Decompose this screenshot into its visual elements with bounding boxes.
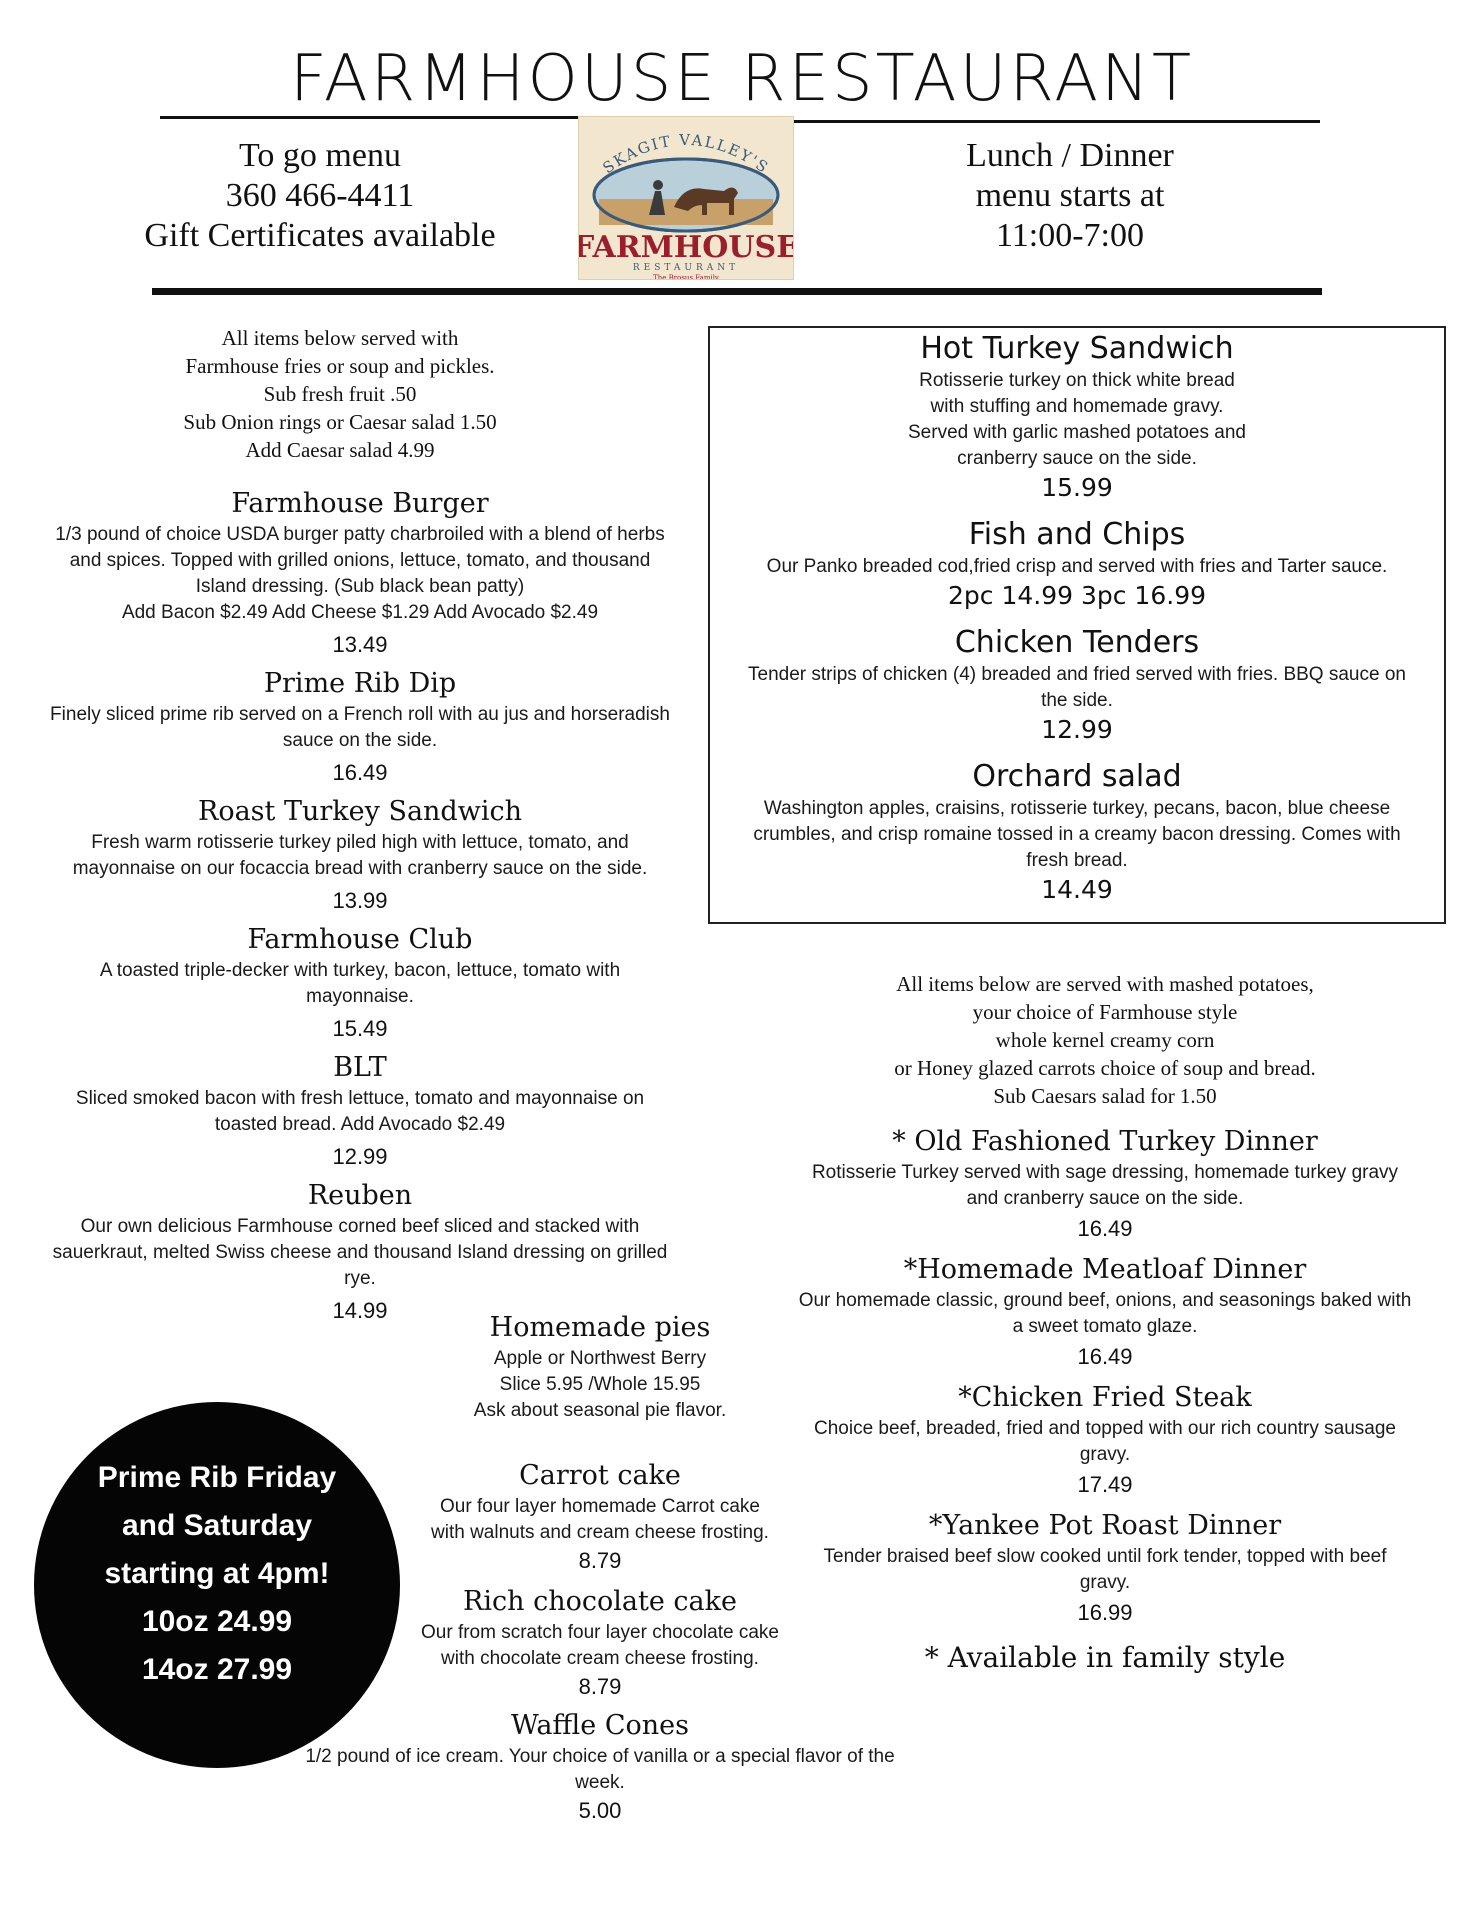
item-title: *Yankee Pot Roast Dinner xyxy=(928,1510,1282,1541)
item-title: Orchard salad xyxy=(972,759,1182,794)
promo-line: 14oz 27.99 xyxy=(141,1653,293,1686)
menu-item-farmhouse-club xyxy=(20,922,700,1044)
item-price: 16.49 xyxy=(1077,1216,1133,1241)
item-title: *Chicken Fried Steak xyxy=(958,1382,1252,1413)
left-intro-line: Sub Onion rings or Caesar salad 1.50 xyxy=(183,410,497,434)
item-desc: Served with garlic mashed potatoes and xyxy=(908,422,1246,443)
item-price: 17.49 xyxy=(1077,1472,1133,1497)
item-desc: sauerkraut, melted Swiss cheese and thousand Island dressing on grilled xyxy=(52,1242,668,1263)
logo-family: The Brosus Family xyxy=(653,274,719,279)
item-desc: crumbles, and crisp romaine tossed in a creamy bacon dressing. Comes with xyxy=(753,824,1401,845)
dessert-pies xyxy=(440,1310,760,1424)
item-price: 15.99 xyxy=(1041,473,1113,502)
item-desc: gravy. xyxy=(1079,1444,1131,1465)
item-price: 12.99 xyxy=(1041,715,1113,744)
item-price: 14.49 xyxy=(1041,875,1113,904)
menu-item-orchard-salad xyxy=(710,758,1444,906)
logo-sub: RESTAURANT xyxy=(632,263,740,273)
dessert-chocolate-cake xyxy=(380,1584,820,1702)
promo-line: and Saturday xyxy=(121,1509,313,1542)
dinner-intro-line: All items below are served with mashed potatoes, xyxy=(896,972,1314,996)
item-desc: Our homemade classic, ground beef, onions, and seasonings baked with xyxy=(798,1290,1412,1311)
item-desc: Add Bacon $2.49 Add Cheese $1.29 Add Avocado $2.49 xyxy=(121,602,599,623)
horse-and-farmer-icon xyxy=(579,117,793,279)
menu-item-roast-turkey-sandwich xyxy=(20,794,700,916)
item-desc: A toasted triple-decker with turkey, bacon, lettuce, tomato with xyxy=(99,960,621,981)
item-desc: Island dressing. (Sub black bean patty) xyxy=(195,576,525,597)
item-desc: Tender strips of chicken (4) breaded and fried served with fries. BBQ sauce on xyxy=(748,664,1406,685)
header-rule-left xyxy=(160,116,580,119)
dinner-intro-line: Sub Caesars salad for 1.50 xyxy=(993,1084,1217,1108)
menu-item-prime-rib-dip xyxy=(20,666,700,788)
item-title: Chicken Tenders xyxy=(954,625,1200,660)
header-divider xyxy=(152,288,1322,295)
prime-rib-promo xyxy=(34,1402,400,1768)
item-desc: a sweet tomato glaze. xyxy=(1012,1316,1198,1337)
item-desc: Ask about seasonal pie flavor. xyxy=(473,1400,727,1421)
item-price: 2pc 14.99 3pc 16.99 xyxy=(947,581,1207,610)
item-desc: gravy. xyxy=(1079,1572,1131,1593)
item-desc: week. xyxy=(575,1772,625,1793)
left-intro-line: All items below served with xyxy=(221,326,459,350)
to-go-label: To go menu xyxy=(239,137,401,174)
menu-item-chicken-fried-steak xyxy=(760,1380,1450,1500)
menu-item-fish-and-chips xyxy=(710,516,1444,612)
menu-item-hot-turkey-sandwich xyxy=(710,330,1444,504)
item-price: 16.49 xyxy=(1077,1344,1133,1369)
item-title: Reuben xyxy=(307,1180,413,1211)
item-price: 12.99 xyxy=(332,1144,388,1169)
item-desc: Sliced smoked bacon with fresh lettuce, tomato and mayonnaise on xyxy=(75,1088,645,1109)
item-desc: with walnuts and cream cheese frosting. xyxy=(431,1522,769,1543)
item-desc: Slice 5.95 /Whole 15.95 xyxy=(499,1374,701,1395)
restaurant-title: FARMHOUSE RESTAURANT xyxy=(289,42,1195,116)
item-desc: mayonnaise on our focaccia bread with cranberry sauce on the side. xyxy=(72,858,648,879)
dinner-menu-items xyxy=(760,1124,1450,1676)
item-price: 16.49 xyxy=(332,760,388,785)
item-desc: Our four layer homemade Carrot cake xyxy=(440,1496,760,1517)
item-price: 13.99 xyxy=(332,888,388,913)
left-intro-line: Farmhouse fries or soup and pickles. xyxy=(185,354,495,378)
promo-line: 10oz 24.99 xyxy=(141,1605,293,1638)
hours-label: Lunch / Dinner xyxy=(966,137,1174,174)
to-go-info xyxy=(120,136,520,256)
item-desc: sauce on the side. xyxy=(282,730,438,751)
menu-item-old-fashioned-turkey-dinner xyxy=(760,1124,1450,1244)
header-rule-right xyxy=(790,120,1320,123)
item-title: Homemade pies xyxy=(489,1312,711,1343)
item-desc: Washington apples, craisins, rotisserie turkey, pecans, bacon, blue cheese xyxy=(763,798,1391,819)
dessert-carrot-cake xyxy=(400,1458,800,1576)
item-title: Fish and Chips xyxy=(968,517,1186,552)
item-title: Rich chocolate cake xyxy=(463,1586,737,1617)
left-intro xyxy=(100,324,580,464)
left-intro-line: Add Caesar salad 4.99 xyxy=(245,438,435,462)
item-title: Farmhouse Burger xyxy=(231,488,489,519)
item-desc: cranberry sauce on the side. xyxy=(957,448,1197,469)
item-desc: Rotisserie Turkey served with sage dressing, homemade turkey gravy xyxy=(811,1162,1399,1183)
menu-item-farmhouse-burger xyxy=(20,486,700,660)
item-desc: the side. xyxy=(1041,690,1113,711)
item-desc: Tender braised beef slow cooked until fork tender, topped with beef xyxy=(823,1546,1387,1567)
item-price: 8.79 xyxy=(578,1548,622,1573)
menu-item-blt xyxy=(20,1050,700,1172)
promo-line: starting at 4pm! xyxy=(104,1557,330,1590)
item-price: 16.99 xyxy=(1077,1600,1133,1625)
logo-name: FARMHOUSE xyxy=(579,230,793,265)
item-title: BLT xyxy=(333,1052,387,1083)
item-desc: with chocolate cream cheese frosting. xyxy=(441,1648,759,1669)
specials-box xyxy=(708,326,1446,924)
item-desc: Our own delicious Farmhouse corned beef sliced and stacked with xyxy=(80,1216,640,1237)
item-desc: Rotisserie turkey on thick white bread xyxy=(919,370,1235,391)
item-price: 5.00 xyxy=(578,1798,622,1823)
item-title: * Old Fashioned Turkey Dinner xyxy=(892,1126,1318,1157)
item-title: *Homemade Meatloaf Dinner xyxy=(903,1254,1307,1285)
dinner-intro-line: your choice of Farmhouse style xyxy=(972,1000,1238,1024)
item-desc: and spices. Topped with grilled onions, lettuce, tomato, and thousand xyxy=(69,550,651,571)
dinner-intro-line: or Honey glazed carrots choice of soup and bread. xyxy=(894,1056,1316,1080)
item-desc: 1/3 pound of choice USDA burger patty charbroiled with a blend of herbs xyxy=(55,524,665,545)
farmhouse-logo xyxy=(578,116,794,280)
menu-item-reuben xyxy=(20,1178,700,1326)
item-desc: Finely sliced prime rib served on a French roll with au jus and horseradish xyxy=(50,704,670,725)
item-desc: 1/2 pound of ice cream. Your choice of vanilla or a special flavor of the xyxy=(305,1746,895,1767)
hours-sub: menu starts at xyxy=(975,177,1165,214)
family-style-note: * Available in family style xyxy=(924,1641,1286,1674)
hours-info xyxy=(880,136,1260,256)
item-price: 15.49 xyxy=(332,1016,388,1041)
phone-number: 360 466-4411 xyxy=(225,177,415,214)
left-menu-items xyxy=(20,486,700,1326)
logo-arc-text: SKAGIT VALLEY'S xyxy=(599,130,773,178)
hours-value: 11:00-7:00 xyxy=(996,217,1144,254)
item-title: Hot Turkey Sandwich xyxy=(920,331,1234,366)
item-desc: toasted bread. Add Avocado $2.49 xyxy=(214,1114,506,1135)
item-price: 8.79 xyxy=(578,1674,622,1699)
item-desc: Fresh warm rotisserie turkey piled high with lettuce, tomato, and xyxy=(91,832,629,853)
item-desc: and cranberry sauce on the side. xyxy=(966,1188,1244,1209)
item-desc: fresh bread. xyxy=(1026,850,1128,871)
dinner-intro-line: whole kernel creamy corn xyxy=(995,1028,1215,1052)
item-desc: Apple or Northwest Berry xyxy=(493,1348,707,1369)
menu-item-homemade-meatloaf-dinner xyxy=(760,1252,1450,1372)
item-desc: Our from scratch four layer chocolate cake xyxy=(421,1622,779,1643)
gift-certificates: Gift Certificates available xyxy=(144,217,496,254)
item-title: Prime Rib Dip xyxy=(263,668,457,699)
menu-item-yankee-pot-roast-dinner xyxy=(760,1508,1450,1628)
item-desc: Choice beef, breaded, fried and topped with our rich country sausage xyxy=(814,1418,1396,1439)
item-desc: rye. xyxy=(344,1268,376,1289)
menu-item-chicken-tenders xyxy=(710,624,1444,746)
item-desc: Our Panko breaded cod,fried crisp and served with fries and Tarter sauce. xyxy=(766,556,1388,577)
item-title: Carrot cake xyxy=(519,1460,681,1491)
item-desc: mayonnaise. xyxy=(306,986,414,1007)
item-price: 14.99 xyxy=(332,1298,388,1323)
item-title: Farmhouse Club xyxy=(247,924,473,955)
item-desc: with stuffing and homemade gravy. xyxy=(930,396,1224,417)
left-intro-line: Sub fresh fruit .50 xyxy=(263,382,417,406)
dinner-intro xyxy=(800,970,1410,1110)
promo-line: Prime Rib Friday xyxy=(97,1461,337,1494)
dessert-waffle-cones xyxy=(270,1708,930,1826)
item-price: 13.49 xyxy=(332,632,388,657)
item-title: Roast Turkey Sandwich xyxy=(198,796,522,827)
item-title: Waffle Cones xyxy=(510,1710,690,1741)
